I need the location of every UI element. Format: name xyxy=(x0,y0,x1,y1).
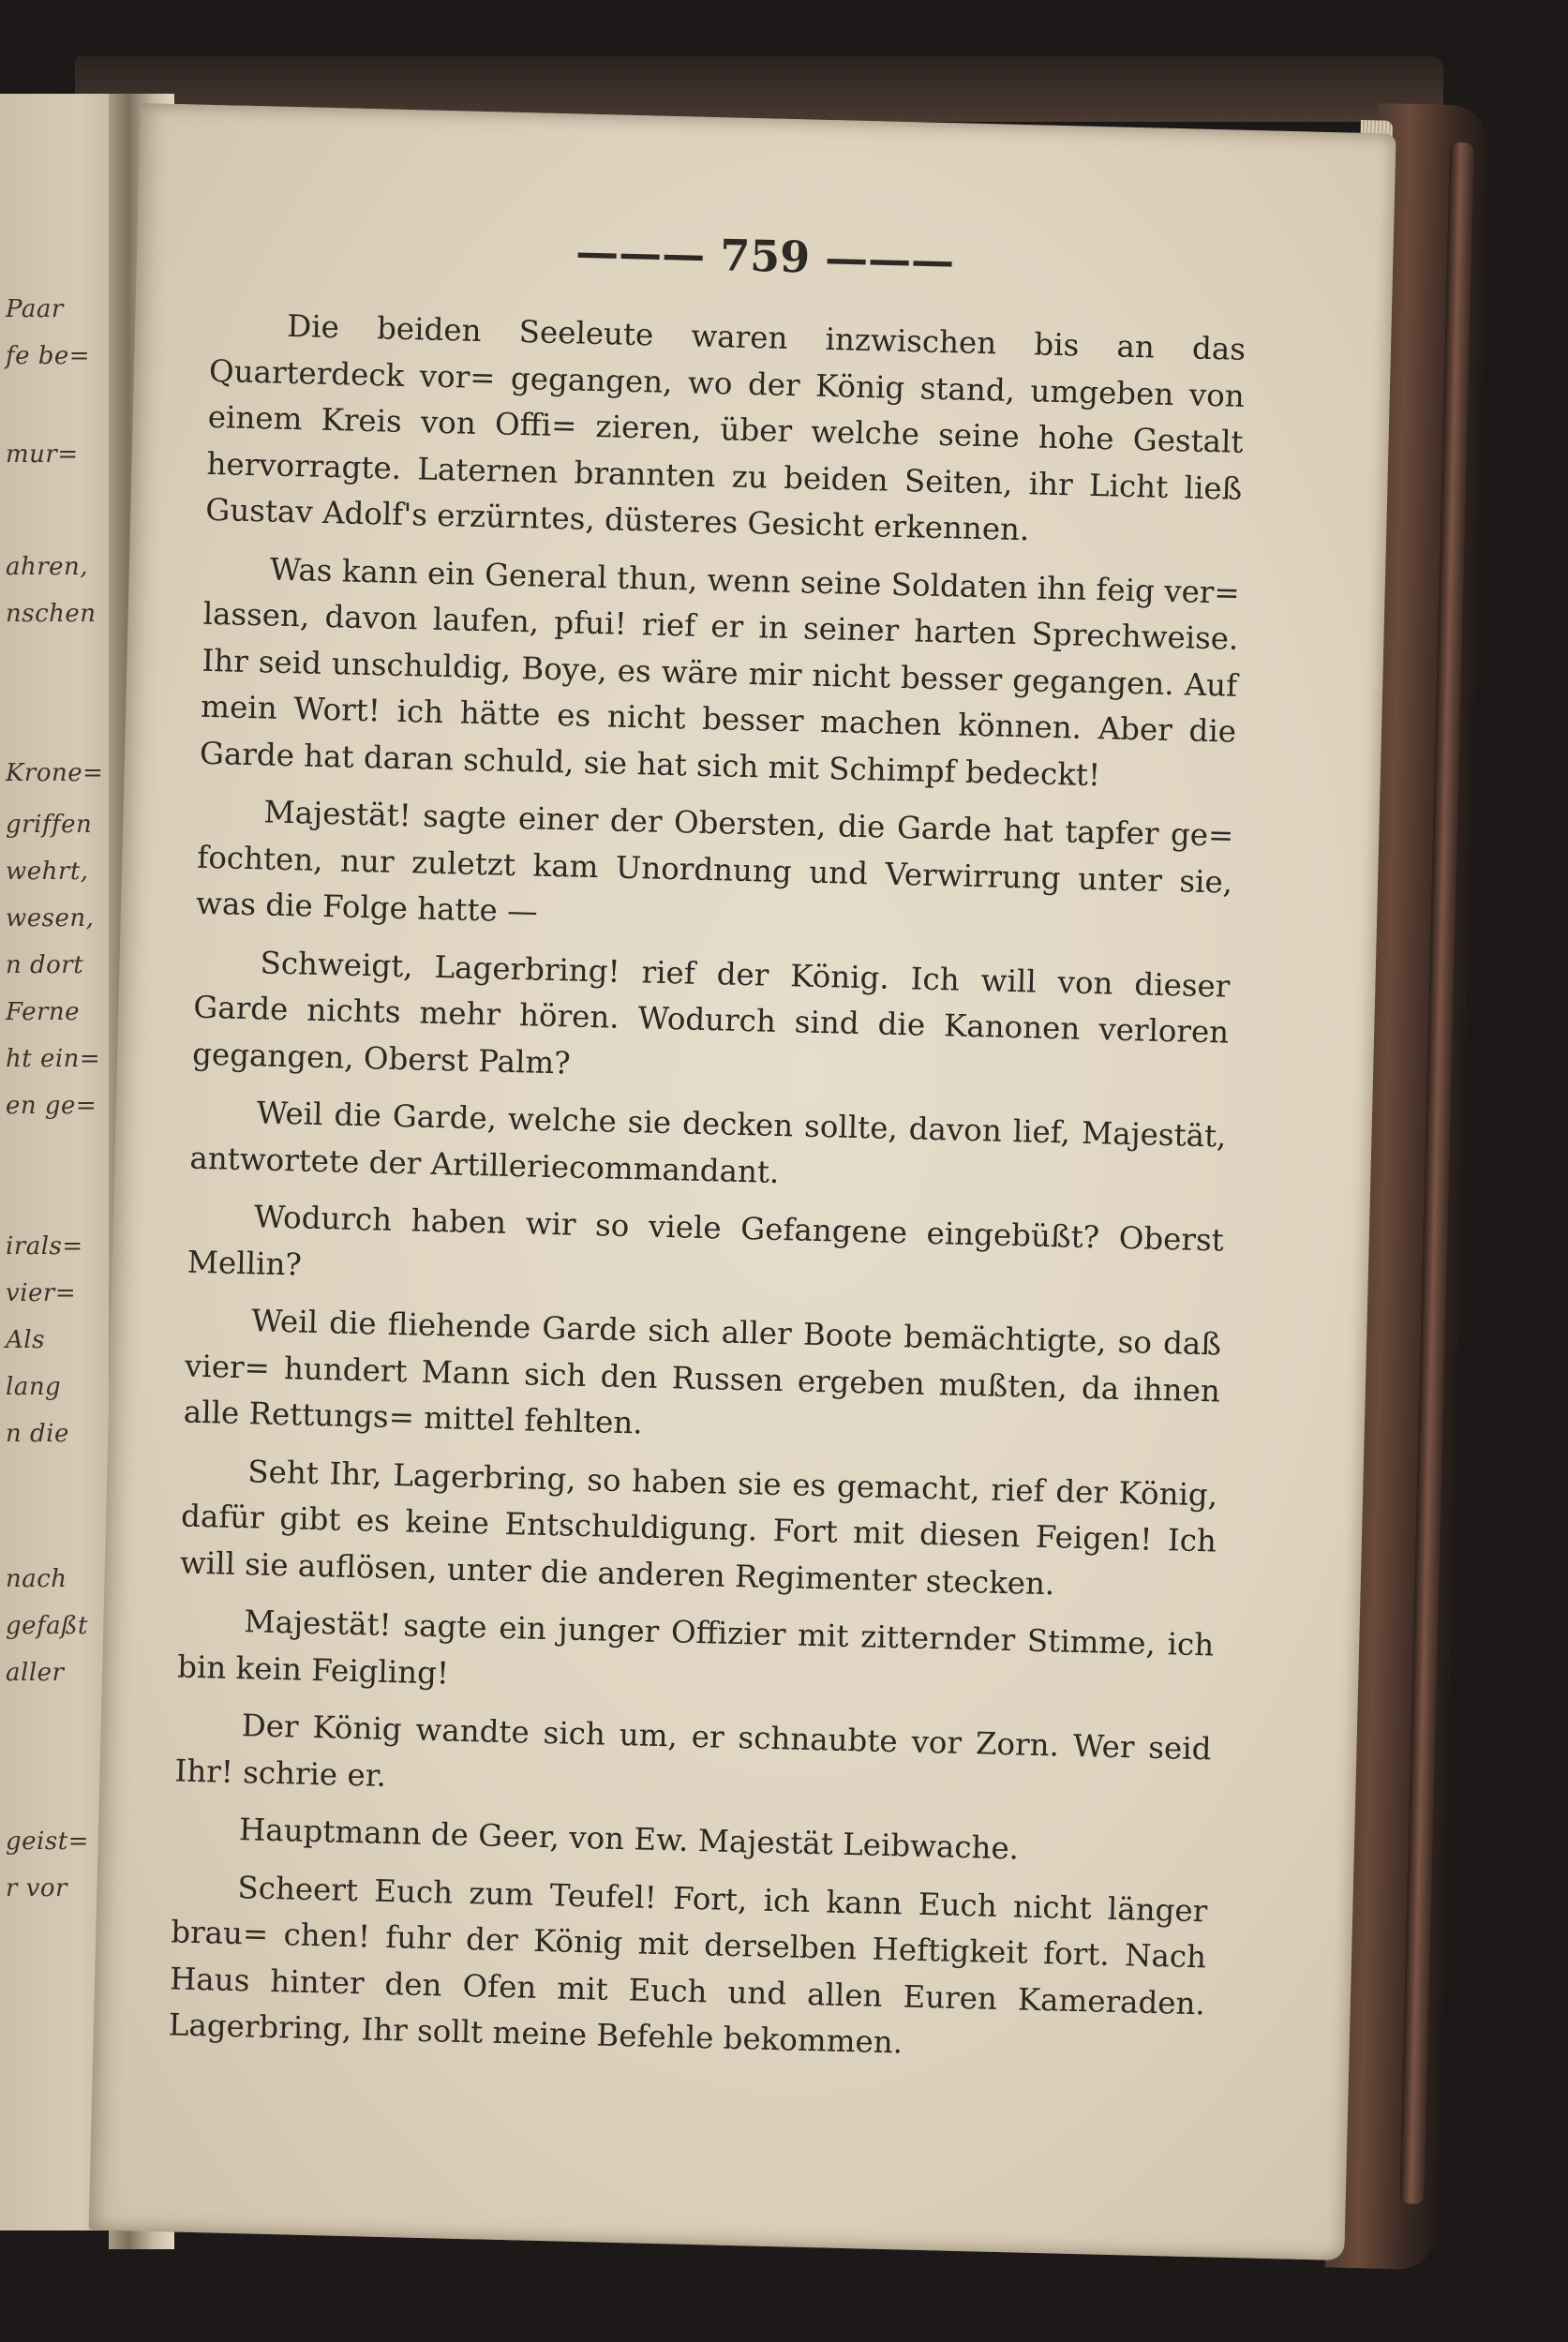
left-page-text: geist= xyxy=(6,1827,89,1856)
left-page-text: r vor xyxy=(6,1874,67,1902)
paragraph: Was kann ein General thun, wenn seine Soldaten ihn feig ver= lassen, davon laufen, pfui! rief er in seiner harten Sprechweise. Ihr seid unschuldig, Boye, es wäre mir nicht besser gegangen. Auf mein Wort! ich hätte es nicht besser machen können. Aber die Garde hat daran schuld, sie hat sich mit Schimpf bedeckt! xyxy=(199,551,1241,793)
left-page-text: Paar xyxy=(6,295,64,323)
left-page-text: ahren, xyxy=(6,553,89,581)
paragraph: Weil die Garde, welche sie decken sollte, davon lief, Majestät, antwortete der Artilleriecommandant. xyxy=(189,1095,1227,1190)
left-page-text: fe be= xyxy=(6,342,91,370)
page-number: 759 xyxy=(719,230,811,283)
paragraph: Wodurch haben wir so viele Gefangene eingebüßt? Oberst Mellin? xyxy=(187,1199,1225,1283)
left-page-text: Krone= xyxy=(6,759,104,787)
left-page-text: vier= xyxy=(6,1279,77,1307)
left-page-text: wehrt, xyxy=(6,858,89,886)
left-page-text: nschen xyxy=(6,600,97,628)
paragraph: Majestät! sagte einer der Obersten, die Garde hat tapfer ge= fochten, nur zuletzt kam Unordnung und Verwirrung unter sie, was die Folge hatte — xyxy=(195,794,1234,930)
left-page-text: irals= xyxy=(6,1232,83,1261)
left-page-text: n dort xyxy=(6,951,84,979)
paragraph: Scheert Euch zum Teufel! Fort, ich kann Euch nicht länger brau= chen! fuhr der König mit derselben Heftigkeit fort. Nach Haus hinter den Ofen mit Euch und allen Euren Kameraden. Lagerbring, Ihr sollt meine Befehle bekommen. xyxy=(168,1869,1208,2061)
paragraph: Seht Ihr, Lagerbring, so haben sie es gemacht, rief der König, dafür gibt es keine Entschuldigung. Fort mit diesen Feigen! Ich will sie auflösen, unter die anderen Regimenter stecken. xyxy=(179,1453,1218,1602)
left-page-text: ht ein= xyxy=(6,1045,101,1073)
paragraph: Weil die fliehende Garde sich aller Boote bemächtigte, so daß vier= hundert Mann sich den Russen ergeben mußten, da ihnen alle Rettungs= mittel fehlten. xyxy=(183,1303,1222,1441)
left-page-text: wesen, xyxy=(6,904,95,932)
left-page-text: n die xyxy=(6,1420,69,1448)
paragraph: Hauptmann de Geer, von Ew. Majestät Leibwache. xyxy=(238,1812,1020,1867)
page-759 xyxy=(89,103,1396,2260)
left-page-text: lang xyxy=(6,1373,62,1401)
body-text xyxy=(168,302,1247,2085)
paragraph: Schweigt, Lagerbring! rief der König. Ich will von dieser Garde nichts mehr hören. Wodurch sind die Kanonen verloren gegangen, Oberst Palm? xyxy=(191,944,1231,1081)
paragraph: Majestät! sagte ein junger Offizier mit zitternder Stimme, ich bin kein Feigling! xyxy=(176,1604,1215,1692)
header-dash-left: ——— xyxy=(575,226,706,280)
left-page-text: en ge= xyxy=(6,1092,97,1120)
left-page-text: griffen xyxy=(6,811,93,839)
page-header xyxy=(137,216,1394,297)
paragraph: Der König wandte sich um, er schnaubte vor Zorn. Wer seid Ihr! schrie er. xyxy=(174,1708,1212,1794)
header-dash-right: ——— xyxy=(824,231,955,287)
left-page-text: Ferne xyxy=(6,998,81,1026)
left-page-text: gefaßt xyxy=(6,1612,88,1640)
paragraph: Die beiden Seeleute waren inzwischen bis an das Quarterdeck vor= gegangen, wo der König stand, umgeben von einem Kreis von Offi= zieren, über welche seine hohe Gestalt hervorragte. Laternen brannten zu beiden Seiten, ihr Licht ließ Gustav Adolf's erzürntes, düsteres Gesicht erkennen. xyxy=(204,307,1247,548)
left-page-text: nach xyxy=(6,1565,67,1593)
left-page-text: Als xyxy=(6,1326,45,1354)
left-page-text: aller xyxy=(6,1659,65,1687)
left-page-text: mur= xyxy=(6,440,79,469)
